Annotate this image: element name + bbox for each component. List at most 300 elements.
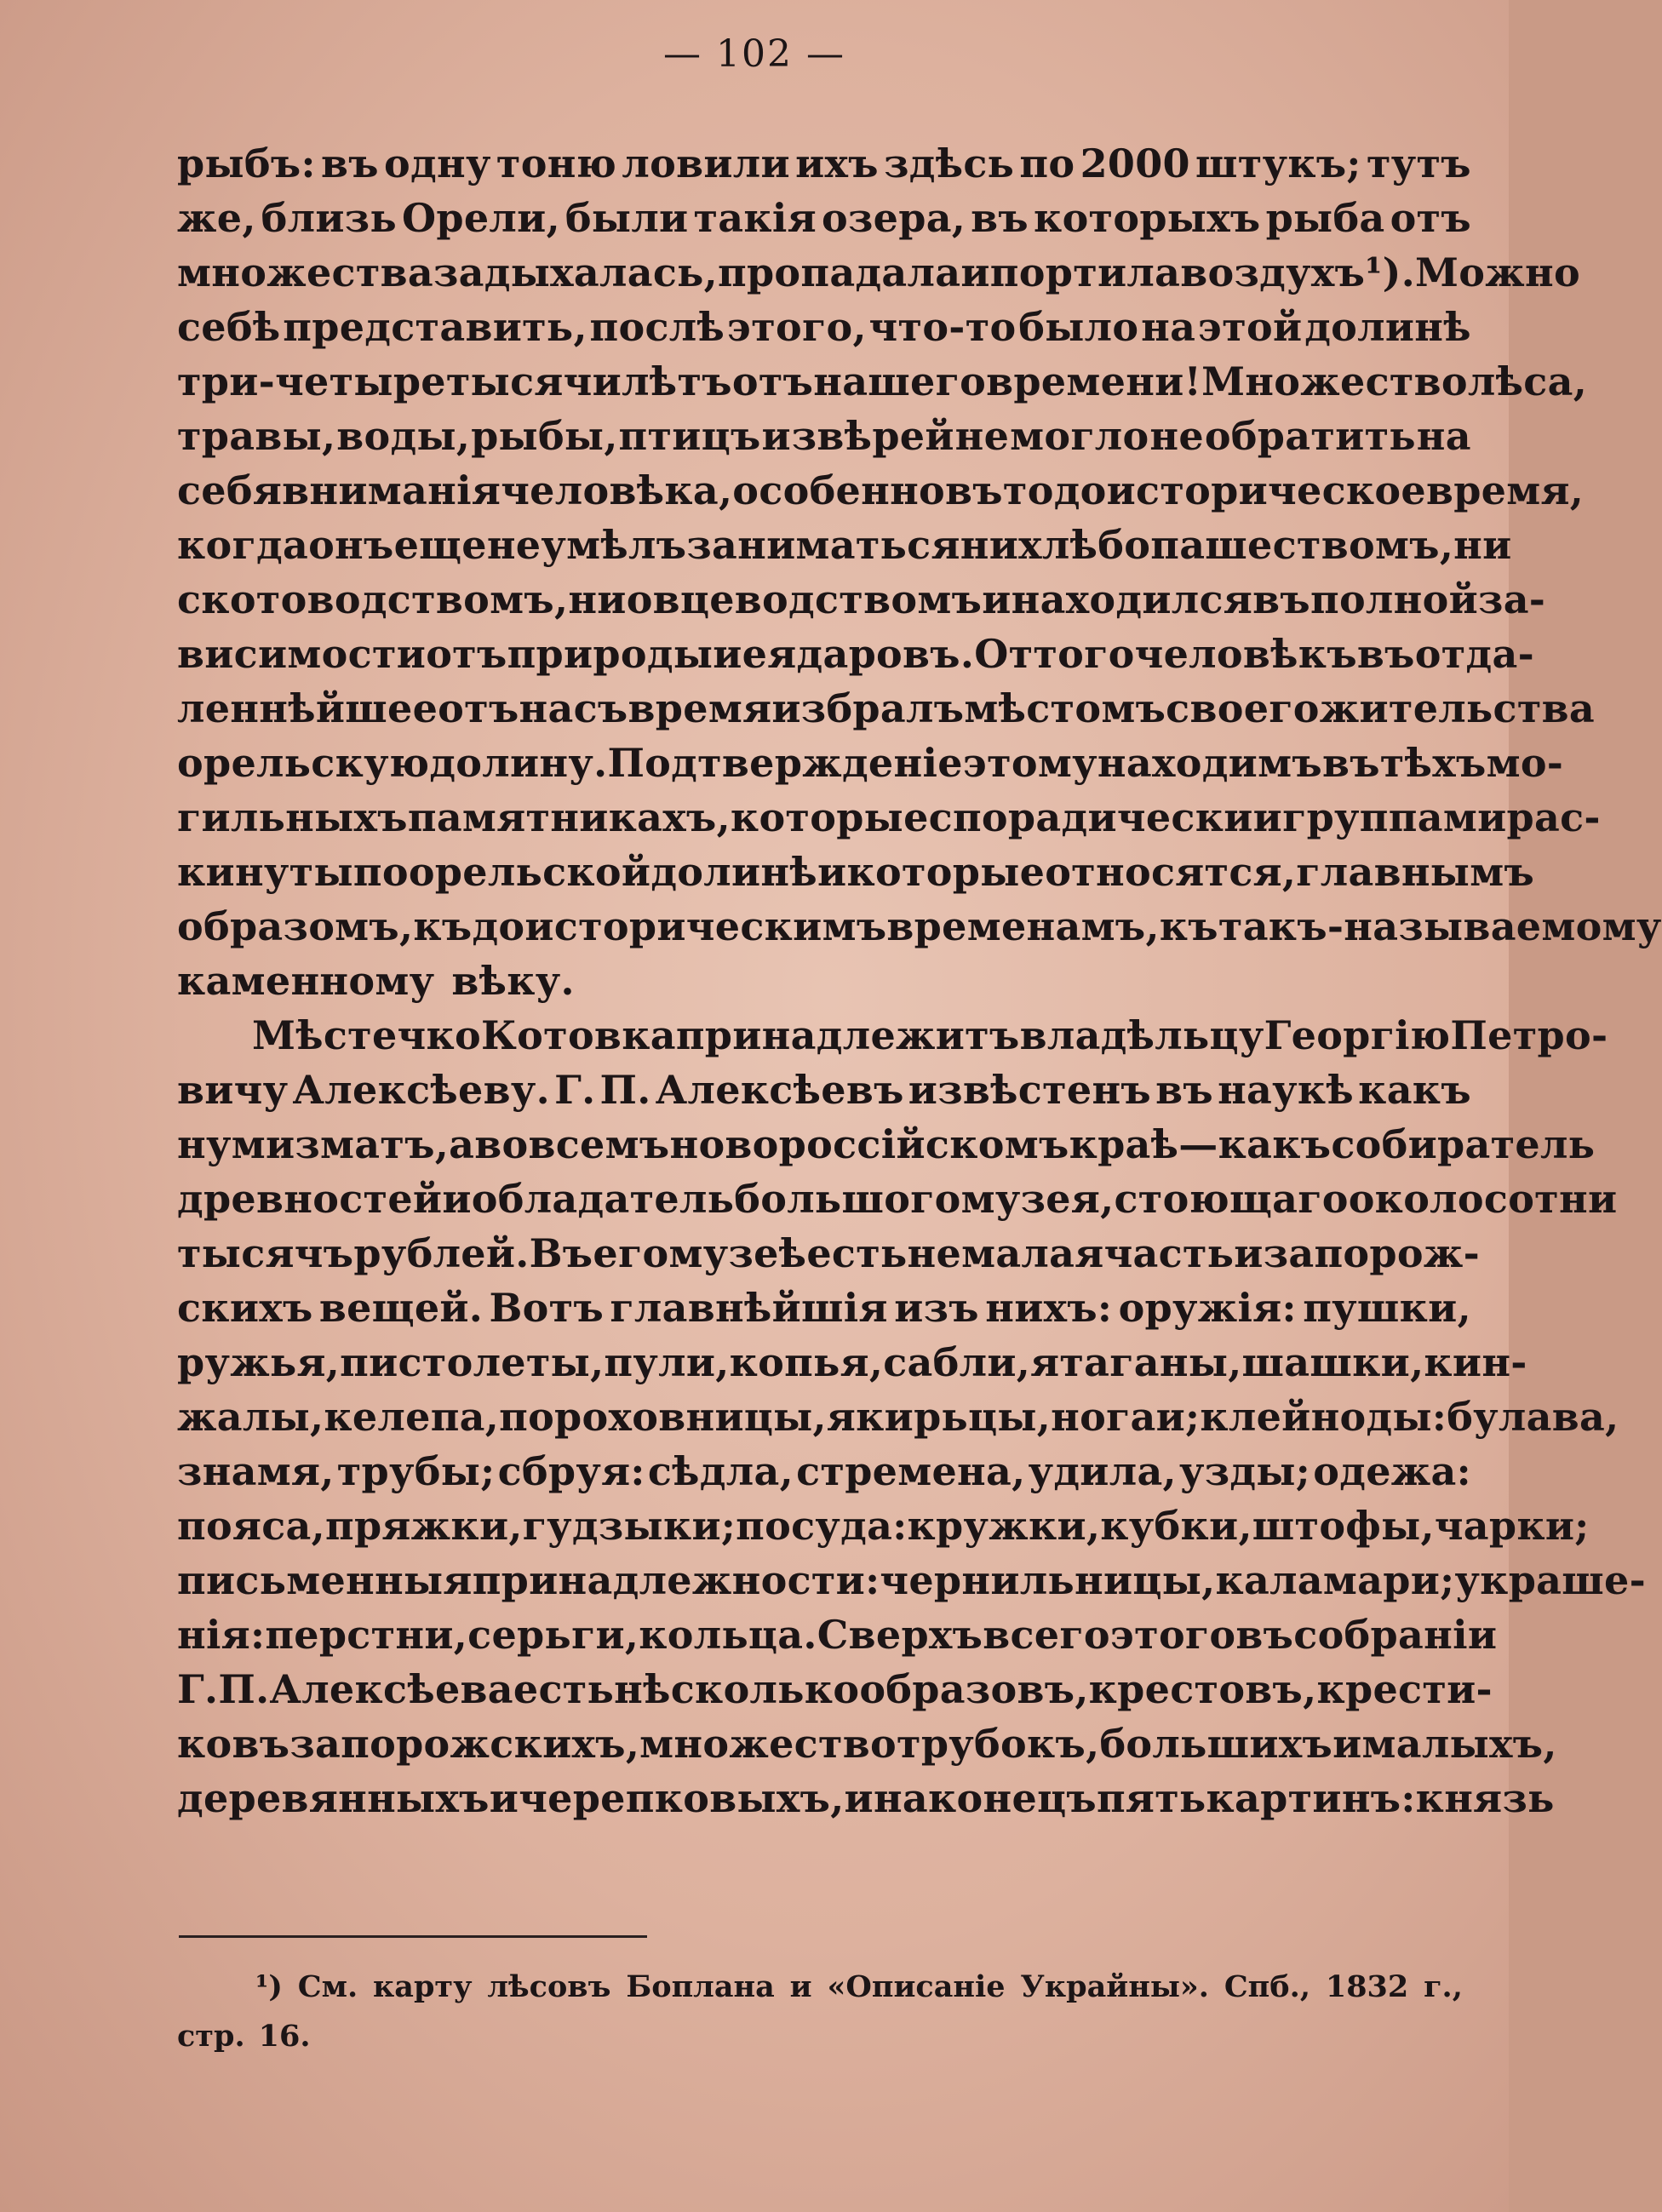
word: сѣдла, xyxy=(647,1448,794,1494)
word: г., xyxy=(1424,1969,1463,2004)
word: одну xyxy=(384,140,491,186)
text-line xyxy=(177,300,1471,354)
word: образомъ, xyxy=(177,903,414,949)
word: посуда: xyxy=(736,1503,908,1549)
word: каламари; xyxy=(1215,1557,1455,1603)
word: рублей. xyxy=(353,1230,530,1276)
word: рыбы, xyxy=(471,413,618,459)
word: вниманія xyxy=(282,467,501,513)
word: не xyxy=(1149,413,1204,459)
text-line xyxy=(177,1662,1493,1716)
text-line xyxy=(177,1607,1498,1662)
word: еще xyxy=(393,522,487,568)
text-line xyxy=(177,1172,1618,1226)
word: этому xyxy=(962,740,1097,786)
word: извѣстенъ xyxy=(908,1067,1151,1113)
word: стремена, xyxy=(796,1448,1026,1494)
text-line xyxy=(177,1335,1527,1390)
text-line xyxy=(177,1771,1555,1825)
word: трубы; xyxy=(336,1448,496,1494)
word: пороховницы, xyxy=(499,1394,827,1440)
word: ковъ xyxy=(177,1721,290,1767)
word: множества xyxy=(177,249,434,295)
text-line xyxy=(177,354,1588,409)
word: мо- xyxy=(1486,740,1564,786)
text-line xyxy=(177,790,1601,845)
word: лѣса, xyxy=(1467,358,1588,404)
word: не xyxy=(954,413,1010,459)
word: которые xyxy=(846,849,1046,895)
word: послѣ xyxy=(589,304,725,350)
word: Подтвержденіе xyxy=(607,740,963,786)
word: принадлежитъ xyxy=(675,1012,1020,1058)
word: кубки, xyxy=(1100,1503,1252,1549)
word: Множество xyxy=(1201,358,1468,404)
page-number: — 102 — xyxy=(663,32,845,76)
word: П. xyxy=(218,1666,270,1712)
word: крестовъ, xyxy=(1088,1666,1317,1712)
word: стоющаго xyxy=(1114,1176,1349,1222)
word: П. xyxy=(599,1067,651,1113)
word: орельскую xyxy=(177,740,430,786)
word: обладатель xyxy=(471,1176,735,1222)
word: ни xyxy=(960,522,1019,568)
main-text xyxy=(177,136,1662,1825)
text-line xyxy=(177,245,1580,300)
word: время, xyxy=(1425,467,1585,513)
word: не xyxy=(486,522,542,568)
word: хлѣбопашествомъ, xyxy=(1018,522,1454,568)
word: портила xyxy=(989,249,1181,295)
word: вещей. xyxy=(318,1285,484,1331)
word: заниматься xyxy=(686,522,960,568)
word: жалы, xyxy=(177,1394,324,1440)
text-line xyxy=(177,572,1546,627)
word: мѣстомъ xyxy=(964,685,1166,731)
word: ногаи; xyxy=(1051,1394,1201,1440)
word: когда xyxy=(177,522,309,568)
word: времени! xyxy=(986,358,1202,404)
word: отъ xyxy=(1390,195,1471,241)
word: то xyxy=(1002,467,1054,513)
word: отъ xyxy=(438,685,519,731)
word: ружья, xyxy=(177,1339,341,1385)
word: долину. xyxy=(429,740,608,786)
word: кинуты xyxy=(177,849,353,895)
word: есть xyxy=(806,1230,908,1276)
word: рас- xyxy=(1506,794,1601,840)
word: якирьцы, xyxy=(826,1394,1052,1440)
word: особенно xyxy=(732,467,946,513)
word: запорож- xyxy=(1263,1230,1481,1276)
word: лѣтъ xyxy=(622,358,732,404)
word: сотни xyxy=(1483,1176,1618,1222)
word: чарки; xyxy=(1434,1503,1590,1549)
word: отда- xyxy=(1414,631,1535,677)
word: его xyxy=(593,1230,669,1276)
word: ихъ xyxy=(795,140,879,186)
word: ятаганы, xyxy=(1030,1339,1242,1385)
word: умѣлъ xyxy=(541,522,687,568)
word: запорожскихъ, xyxy=(289,1721,640,1767)
word: задыхалась, xyxy=(433,249,718,295)
word: пули, xyxy=(604,1339,730,1385)
text-line xyxy=(177,681,1596,736)
word: Можно xyxy=(1415,249,1580,295)
text-line xyxy=(177,463,1585,518)
word: Украйны». xyxy=(1020,1969,1209,2004)
word: доисторическое xyxy=(1053,467,1426,513)
text-line xyxy=(177,954,1471,1008)
word: Георгію xyxy=(1264,1012,1451,1058)
word: штукъ; xyxy=(1195,140,1361,186)
word: пушки, xyxy=(1303,1285,1471,1331)
word: кружки, xyxy=(907,1503,1101,1549)
word: въ xyxy=(971,195,1029,241)
word: и xyxy=(442,1176,472,1222)
word: рыба xyxy=(1265,195,1385,241)
word: воздухъ xyxy=(1180,249,1366,295)
word: сбруя: xyxy=(497,1448,645,1494)
text-line xyxy=(177,1226,1481,1281)
word: ея xyxy=(742,631,797,677)
word: Сверхъ xyxy=(817,1612,983,1658)
word: птицъ xyxy=(618,413,761,459)
word: См. xyxy=(297,1969,358,2004)
word: долинѣ xyxy=(1304,304,1471,350)
footnote-line xyxy=(177,2012,1463,2061)
text-line xyxy=(177,899,1662,954)
word: пропадала xyxy=(717,249,961,295)
word: рыбъ: xyxy=(177,140,316,186)
word: какъ xyxy=(1358,1067,1471,1113)
word: въ xyxy=(320,140,379,186)
word: Вотъ xyxy=(489,1285,605,1331)
text-line xyxy=(177,1281,1471,1335)
text-line xyxy=(177,1008,1608,1063)
text-line xyxy=(177,1716,1557,1771)
word: чернильницы, xyxy=(880,1557,1216,1603)
text-line xyxy=(177,845,1535,899)
word: лѣсовъ xyxy=(487,1969,611,2004)
word: нихъ: xyxy=(985,1285,1113,1331)
paragraph-2 xyxy=(177,1008,1646,1825)
word: и xyxy=(1332,1721,1362,1767)
word: сабли, xyxy=(883,1339,1031,1385)
word: въ xyxy=(1321,740,1380,786)
word: всего xyxy=(983,1612,1110,1658)
word: большого xyxy=(734,1176,961,1222)
word: воды, xyxy=(336,413,471,459)
word: гудзыки; xyxy=(522,1503,736,1549)
word: наукѣ xyxy=(1218,1067,1355,1113)
word: «Описаніе xyxy=(827,1969,1006,2004)
word: было xyxy=(1018,304,1139,350)
word: изъ xyxy=(894,1285,979,1331)
word: въ xyxy=(1235,1612,1294,1658)
word: на xyxy=(1416,413,1471,459)
word: Спб., xyxy=(1224,1969,1311,2004)
word: 16. xyxy=(258,2019,311,2054)
word: часть xyxy=(1103,1230,1235,1276)
word: время xyxy=(628,685,772,731)
word: стр. xyxy=(177,2019,245,2054)
word: музея, xyxy=(960,1176,1115,1222)
word: 1832 xyxy=(1325,1969,1409,2004)
word: природы xyxy=(507,631,714,677)
word: нашего xyxy=(813,358,987,404)
word: и xyxy=(960,249,990,295)
word: а xyxy=(449,1121,475,1167)
word: булава, xyxy=(1447,1394,1619,1440)
word: жительства xyxy=(1319,685,1596,731)
word: Алексѣева xyxy=(269,1666,513,1712)
word: узды; xyxy=(1179,1448,1311,1494)
word: и xyxy=(844,1775,874,1821)
word: малая xyxy=(961,1230,1104,1276)
word: представить, xyxy=(283,304,587,350)
word: этого xyxy=(1109,1612,1236,1658)
word: Г. xyxy=(554,1067,596,1113)
word: этого, xyxy=(726,304,867,350)
word: близь xyxy=(261,195,397,241)
word: тѣхъ xyxy=(1379,740,1487,786)
word: клейноды: xyxy=(1200,1394,1447,1440)
word: собраніи xyxy=(1293,1612,1498,1658)
word: леннѣйшее xyxy=(177,685,438,731)
word: Котовка xyxy=(481,1012,676,1058)
word: тысячи xyxy=(445,358,622,404)
word: наконецъ xyxy=(873,1775,1097,1821)
word: человѣкъ xyxy=(1134,631,1357,677)
word: были xyxy=(565,195,689,241)
word: себя xyxy=(177,467,283,513)
text-line xyxy=(177,1553,1646,1607)
word: къ xyxy=(1159,903,1218,949)
word: кин- xyxy=(1424,1339,1527,1385)
word: озера, xyxy=(822,195,966,241)
text-line xyxy=(177,1499,1590,1553)
word: и xyxy=(761,413,791,459)
word: нія: xyxy=(177,1612,266,1658)
footnote-line xyxy=(177,1963,1463,2012)
word: Алексѣевъ xyxy=(655,1067,904,1113)
word: копья, xyxy=(729,1339,884,1385)
word: и xyxy=(1234,1230,1264,1276)
word: отъ xyxy=(731,358,814,404)
word: полной xyxy=(1310,576,1479,622)
word: скихъ xyxy=(177,1285,313,1331)
word: и xyxy=(1252,794,1283,840)
word: пять xyxy=(1096,1775,1206,1821)
word: по xyxy=(1019,140,1075,186)
word: всемъ xyxy=(528,1121,670,1167)
word: памятникахъ, xyxy=(407,794,731,840)
word: насъ xyxy=(519,685,628,731)
word: Боплана xyxy=(626,1969,775,2004)
word: трубокъ, xyxy=(897,1721,1100,1767)
word: во xyxy=(474,1121,529,1167)
word: три-четыре xyxy=(177,358,446,404)
word: же, xyxy=(177,195,256,241)
word: находимъ xyxy=(1097,740,1322,786)
word: 2000 xyxy=(1080,140,1190,186)
word: деревянныхъ xyxy=(177,1775,490,1821)
text-line xyxy=(177,1117,1596,1172)
word: спорадически xyxy=(928,794,1253,840)
text-line xyxy=(177,136,1471,191)
word: и xyxy=(817,849,847,895)
word: князь xyxy=(1415,1775,1555,1821)
word: которыхъ xyxy=(1034,195,1261,241)
word: одежа: xyxy=(1313,1448,1471,1494)
word: есть xyxy=(513,1666,615,1712)
word: въ xyxy=(1356,631,1415,677)
word: собиратель xyxy=(1331,1121,1596,1167)
word: травы, xyxy=(177,413,336,459)
word: шашки, xyxy=(1241,1339,1424,1385)
word: серьги, xyxy=(467,1612,639,1658)
word: тоню xyxy=(496,140,617,186)
word: не xyxy=(907,1230,962,1276)
word: музеѣ xyxy=(668,1230,807,1276)
word: штофы, xyxy=(1252,1503,1435,1549)
word: вѣку. xyxy=(451,958,575,1004)
word: перстни, xyxy=(265,1612,468,1658)
word: ни xyxy=(568,576,627,622)
word: этой xyxy=(1197,304,1303,350)
word: каменному xyxy=(177,958,435,1004)
word: относятся, xyxy=(1045,849,1297,895)
word: вичу xyxy=(177,1067,289,1113)
word: по xyxy=(352,849,409,895)
word: въ xyxy=(945,467,1003,513)
word: такія xyxy=(693,195,817,241)
word: главнѣйшія xyxy=(610,1285,888,1331)
word: Мѣстечко xyxy=(252,1012,482,1058)
word: Орели, xyxy=(402,195,560,241)
footnote xyxy=(177,1963,1463,2061)
word: ни xyxy=(1453,522,1512,568)
word: гильныхъ xyxy=(177,794,408,840)
word: Алексѣеву. xyxy=(292,1067,550,1113)
word: нумизматъ, xyxy=(177,1121,450,1167)
text-line xyxy=(177,627,1535,681)
word: даровъ. xyxy=(796,631,975,677)
text-line xyxy=(177,191,1471,245)
word: отъ xyxy=(426,631,507,677)
word: малыхъ, xyxy=(1361,1721,1557,1767)
word: главнымъ xyxy=(1296,849,1535,895)
word: пистолеты, xyxy=(340,1339,605,1385)
word: и xyxy=(982,576,1012,622)
word: къ xyxy=(413,903,473,949)
word: картинъ: xyxy=(1206,1775,1416,1821)
word: ловили xyxy=(622,140,790,186)
text-line xyxy=(177,736,1564,790)
word: множество xyxy=(639,1721,897,1767)
word: такъ-называемому xyxy=(1218,903,1662,949)
word: въ xyxy=(1155,1067,1213,1113)
word: орельской xyxy=(408,849,651,895)
text-line xyxy=(177,409,1471,463)
word: себѣ xyxy=(177,304,281,350)
word: и xyxy=(713,631,742,677)
text-line xyxy=(177,518,1512,572)
word: келепа, xyxy=(324,1394,500,1440)
paragraph-1 xyxy=(177,136,1662,1008)
word: онъ xyxy=(308,522,394,568)
word: овцеводствомъ xyxy=(626,576,983,622)
word: новороссійскомъ xyxy=(669,1121,1069,1167)
word: большихъ xyxy=(1099,1721,1333,1767)
word: здѣсь xyxy=(884,140,1015,186)
word: оружія: xyxy=(1118,1285,1297,1331)
word: доисторическимъ xyxy=(472,903,887,949)
word: принадлежности: xyxy=(472,1557,880,1603)
text-line xyxy=(177,1444,1471,1499)
word: которые xyxy=(730,794,929,840)
word: ¹). xyxy=(1365,249,1416,295)
word: крести- xyxy=(1316,1666,1493,1712)
word: скотоводствомъ, xyxy=(177,576,569,622)
word: и xyxy=(789,1969,812,2004)
word: что-то xyxy=(868,304,1017,350)
word: черепковыхъ, xyxy=(519,1775,845,1821)
word: пряжки, xyxy=(324,1503,523,1549)
word: временамъ, xyxy=(886,903,1160,949)
word: Оттого xyxy=(974,631,1135,677)
word: своего xyxy=(1166,685,1320,731)
word: знамя, xyxy=(177,1448,335,1494)
word: человѣка, xyxy=(501,467,733,513)
word: группами xyxy=(1282,794,1507,840)
word: висимости xyxy=(177,631,427,677)
word: Петро- xyxy=(1450,1012,1608,1058)
word: около xyxy=(1348,1176,1484,1222)
word: избралъ xyxy=(771,685,965,731)
word: и xyxy=(489,1775,519,1821)
word: въ xyxy=(1252,576,1310,622)
word: пояса, xyxy=(177,1503,325,1549)
word: могло xyxy=(1010,413,1149,459)
word: находился xyxy=(1011,576,1253,622)
word: обратить xyxy=(1204,413,1416,459)
word: Въ xyxy=(529,1230,593,1276)
word: ¹) xyxy=(255,1969,283,2004)
word: звѣрей xyxy=(791,413,954,459)
word: на xyxy=(1141,304,1196,350)
word: тысячъ xyxy=(177,1230,354,1276)
word: краѣ—какъ xyxy=(1069,1121,1332,1167)
word: образовъ, xyxy=(859,1666,1089,1712)
word: карту xyxy=(373,1969,473,2004)
word: украше- xyxy=(1454,1557,1646,1603)
word: кольца. xyxy=(639,1612,817,1658)
word: удила, xyxy=(1028,1448,1177,1494)
word: письменныя xyxy=(177,1557,473,1603)
text-line xyxy=(177,1390,1619,1444)
text-line xyxy=(177,1063,1471,1117)
word: нѣсколько xyxy=(614,1666,860,1712)
word: владѣльцу xyxy=(1019,1012,1264,1058)
word: древностей xyxy=(177,1176,443,1222)
word: долинѣ xyxy=(650,849,818,895)
word: за- xyxy=(1478,576,1546,622)
word: Г. xyxy=(177,1666,219,1712)
word: тутъ xyxy=(1366,140,1471,186)
footnote-divider xyxy=(179,1935,647,1938)
